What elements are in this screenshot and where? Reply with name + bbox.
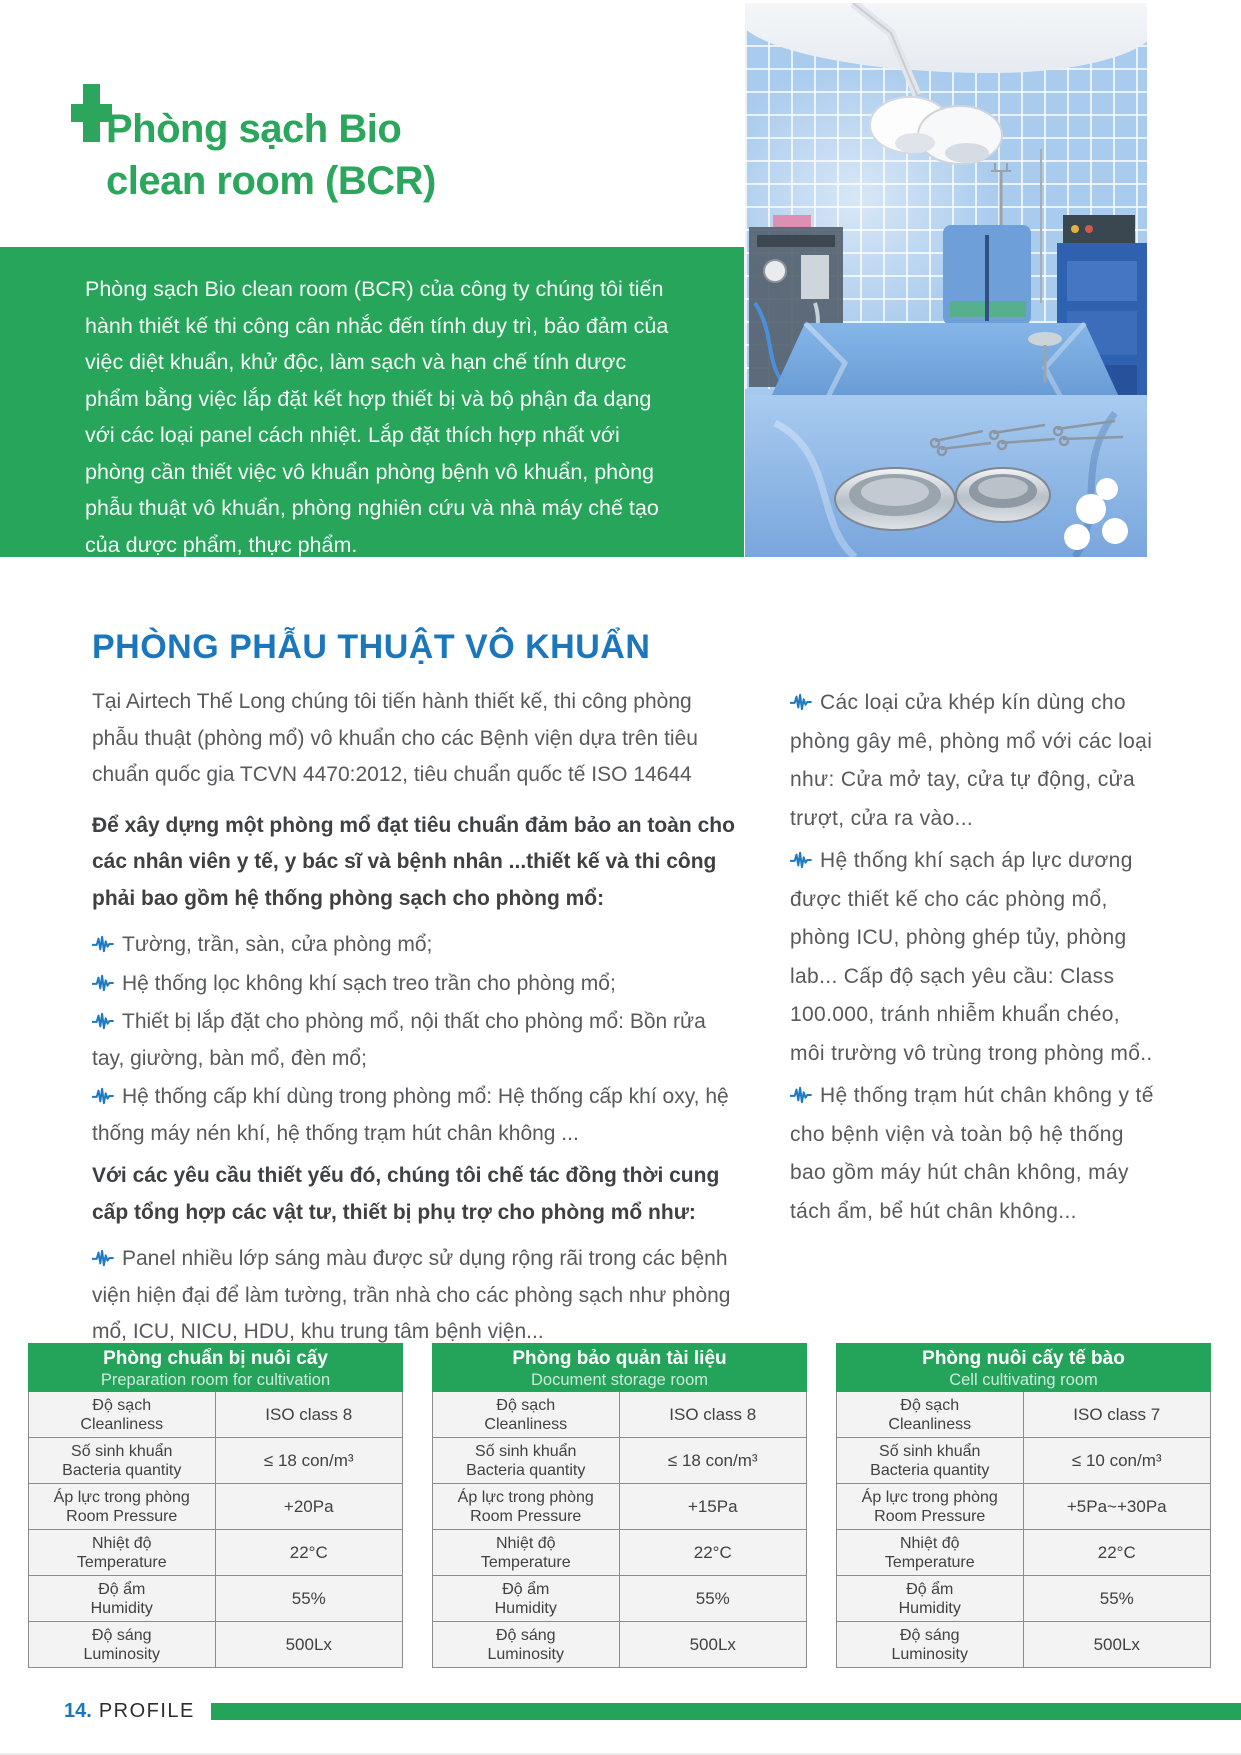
table-title-en: Cell cultivating room	[949, 1371, 1098, 1389]
table-title-en: Document storage room	[531, 1371, 708, 1389]
row-value: ≤ 18 con/m³	[667, 1450, 758, 1470]
pulse-icon	[790, 1086, 812, 1104]
paragraph: Tại Airtech Thế Long chúng tôi tiến hành thiết kế, thi công phòng phẫu thuật (phòng mổ) vô khuẩn cho các Bệnh viện dựa trên tiêu chuẩn quốc gia TCVN 4470:2012, tiêu chuẩn quốc tế ISO 14644	[92, 690, 698, 786]
table-row	[29, 1437, 402, 1483]
table-body	[836, 1392, 1211, 1668]
row-label-en: Cleanliness	[888, 1415, 972, 1433]
row-label-vi: Độ sạch	[900, 1396, 960, 1414]
row-value: ISO class 7	[1073, 1404, 1161, 1424]
intro-box	[0, 247, 744, 557]
row-label-vi: Độ sạch	[496, 1396, 556, 1414]
bullet-item	[92, 1004, 740, 1077]
row-label-vi: Áp lực trong phòng	[861, 1488, 998, 1506]
pulse-icon	[92, 974, 114, 992]
row-label-en: Cleanliness	[80, 1415, 164, 1433]
paragraph-bold: Để xây dựng một phòng mổ đạt tiêu chuẩn đảm bảo an toàn cho các nhân viên y tế, y bác sĩ và bệnh nhân ...thiết kế và thi công phải bao gồm hệ thống phòng sạch cho phòng mổ:	[92, 813, 735, 910]
row-label-en: Bacteria quantity	[870, 1461, 990, 1479]
operating-room-photo	[745, 3, 1147, 557]
table-header	[836, 1343, 1211, 1392]
table-cell-cultivating-room	[836, 1343, 1211, 1668]
page-title-line2: clean room (BCR)	[106, 159, 436, 203]
intro-text: Phòng sạch Bio clean room (BCR) của công ty chúng tôi tiến hành thiết kế thi công cân nhắc đến tính duy trì, bảo đảm của việc diệt khuẩn, khử độc, làm sạch và hạn chế tính dược phẩm bằng việc lắp đặt kết hợp thiết bị và bộ phận đa dạng với các loại panel cách nhiệt. Lắp đặt thích hợp nhất với phòng cần thiết việc vô khuẩn phòng bệnh vô khuẩn, phòng phẫu thuật vô khuẩn, phòng nghiên cứu và nhà máy chế tạo của dược phẩm, thực phẩm.	[85, 277, 669, 557]
row-label-en: Room Pressure	[470, 1507, 582, 1525]
row-label-en: Room Pressure	[874, 1507, 986, 1525]
table-row	[433, 1483, 806, 1529]
row-label-vi: Nhiệt độ	[899, 1534, 960, 1552]
row-label-vi: Số sinh khuẩn	[879, 1442, 981, 1460]
bullet-item	[92, 1241, 740, 1351]
pulse-icon	[92, 1012, 114, 1030]
row-label-vi: Số sinh khuẩn	[71, 1442, 173, 1460]
pulse-icon	[92, 935, 114, 953]
bullet-item	[92, 1079, 740, 1152]
row-label-en: Temperature	[480, 1553, 571, 1571]
row-label-vi: Độ sạch	[92, 1396, 152, 1414]
bullet-item	[92, 966, 740, 1003]
row-value: 22°C	[289, 1542, 328, 1562]
section-heading: PHÒNG PHẪU THUẬT VÔ KHUẨN	[92, 628, 651, 666]
table-row	[837, 1575, 1210, 1621]
row-value: 500Lx	[285, 1634, 332, 1654]
row-label-vi: Độ ẩm	[502, 1580, 550, 1598]
row-label-en: Humidity	[898, 1599, 961, 1617]
row-value: 55%	[695, 1588, 730, 1608]
table-row	[433, 1621, 806, 1667]
table-header	[28, 1343, 403, 1392]
row-value: ≤ 18 con/m³	[263, 1450, 354, 1470]
row-label-en: Humidity	[90, 1599, 153, 1617]
bullet-text: Tường, trần, sàn, cửa phòng mổ;	[122, 933, 433, 956]
row-value: +20Pa	[283, 1496, 334, 1516]
pulse-icon	[790, 693, 812, 711]
row-value: ISO class 8	[669, 1404, 757, 1424]
table-preparation-room	[28, 1343, 403, 1668]
table-row	[29, 1483, 402, 1529]
pulse-icon	[790, 851, 812, 869]
clean-room-tables	[28, 1343, 1211, 1668]
table-row	[837, 1437, 1210, 1483]
table-title-vi: Phòng bảo quản tài liệu	[512, 1348, 727, 1369]
right-column	[790, 684, 1154, 1353]
bullet-text: Thiết bị lắp đặt cho phòng mổ, nội thất cho phòng mổ: Bồn rửa tay, giường, bàn mổ, đèn mổ;	[92, 1010, 706, 1070]
row-label-en: Cleanliness	[484, 1415, 568, 1433]
row-label-vi: Độ sáng	[899, 1626, 960, 1644]
row-value: 55%	[291, 1588, 326, 1608]
row-label-en: Temperature	[76, 1553, 167, 1571]
row-label-vi: Số sinh khuẩn	[475, 1442, 577, 1460]
row-label-vi: Áp lực trong phòng	[457, 1488, 594, 1506]
bullet-text: Hệ thống lọc không khí sạch treo trần cho phòng mổ;	[122, 971, 616, 995]
table-row	[837, 1483, 1210, 1529]
row-label-vi: Độ ẩm	[98, 1580, 146, 1598]
table-row	[433, 1392, 806, 1437]
bullet-item	[790, 684, 1154, 838]
row-label-en: Bacteria quantity	[62, 1461, 182, 1479]
row-value: 500Lx	[689, 1634, 736, 1654]
table-body	[28, 1392, 403, 1668]
table-row	[433, 1575, 806, 1621]
bullet-text: Các loại cửa khép kín dùng cho phòng gây mê, phòng mổ với các loại như: Cửa mở tay, cửa tự động, cửa trượt, cửa ra vào...	[790, 691, 1153, 830]
paragraph-bold: Với các yêu cầu thiết yếu đó, chúng tôi chế tác đồng thời cung cấp tổng hợp các vật tư, thiết bị phụ trợ cho phòng mổ như:	[92, 1164, 720, 1224]
bullet-text: Hệ thống khí sạch áp lực dương được thiết kế cho các phòng mổ, phòng ICU, phòng ghép tủy, phòng lab... Cấp độ sạch yêu cầu: Class 100.000, tránh nhiễm khuẩn chéo, môi trường vô trùng trong phòng mổ..	[790, 849, 1153, 1065]
bullet-item	[92, 927, 740, 964]
row-value: ≤ 10 con/m³	[1071, 1450, 1162, 1470]
page-title	[106, 103, 436, 207]
surgical-lamp-icon	[853, 3, 1002, 164]
footer-bar	[211, 1703, 1241, 1720]
bullet-text: Hệ thống cấp khí dùng trong phòng mổ: Hệ thống cấp khí oxy, hệ thống máy nén khí, hệ thống trạm hút chân không ...	[92, 1085, 729, 1145]
row-label-vi: Áp lực trong phòng	[53, 1488, 190, 1506]
operating-room-scene	[745, 3, 1147, 557]
table-header	[432, 1343, 807, 1392]
bullet-text: Panel nhiều lớp sáng màu được sử dụng rộng rãi trong các bệnh viện hiện đại để làm tường, trần nhà cho các phòng sạch như phòng mổ, ICU, NICU, HDU, khu trung tâm bệnh viện...	[92, 1247, 731, 1343]
row-label-vi: Độ sáng	[495, 1626, 556, 1644]
table-row	[29, 1621, 402, 1667]
row-label-en: Room Pressure	[66, 1507, 178, 1525]
row-value: 22°C	[693, 1542, 732, 1562]
table-row	[29, 1529, 402, 1575]
row-label-en: Bacteria quantity	[466, 1461, 586, 1479]
row-label-vi: Nhiệt độ	[495, 1534, 556, 1552]
row-label-vi: Độ sáng	[91, 1626, 152, 1644]
row-value: +5Pa~+30Pa	[1066, 1496, 1167, 1516]
table-row	[837, 1621, 1210, 1667]
columns	[92, 684, 1164, 1353]
page-number: 14.	[64, 1700, 92, 1722]
table-row	[837, 1529, 1210, 1575]
row-value: 500Lx	[1093, 1634, 1140, 1654]
table-row	[433, 1437, 806, 1483]
row-value: 55%	[1099, 1588, 1134, 1608]
row-value: ISO class 8	[265, 1404, 353, 1424]
table-row	[29, 1392, 402, 1437]
table-row	[29, 1575, 402, 1621]
row-label-vi: Độ ẩm	[906, 1580, 954, 1598]
bullet-item	[790, 1077, 1154, 1231]
footer-label: PROFILE	[98, 1700, 195, 1722]
row-label-en: Luminosity	[891, 1645, 968, 1663]
table-body	[432, 1392, 807, 1668]
bullet-item	[790, 842, 1154, 1073]
left-column	[92, 684, 740, 1353]
row-label-en: Temperature	[884, 1553, 975, 1571]
table-row	[433, 1529, 806, 1575]
row-label-vi: Nhiệt độ	[91, 1534, 152, 1552]
row-label-en: Humidity	[494, 1599, 557, 1617]
table-title-en: Preparation room for cultivation	[100, 1371, 331, 1389]
table-title-vi: Phòng nuôi cấy tế bào	[922, 1348, 1125, 1369]
row-label-en: Luminosity	[83, 1645, 160, 1663]
table-row	[837, 1392, 1210, 1437]
footer	[64, 1700, 1241, 1723]
row-value: +15Pa	[687, 1496, 738, 1516]
pulse-icon	[92, 1087, 114, 1105]
bullet-text: Hệ thống trạm hút chân không y tế cho bệnh viện và toàn bộ hệ thống bao gồm máy hút chân không, máy tách ẩm, bể hút chân không...	[790, 1084, 1154, 1223]
pulse-icon	[92, 1249, 114, 1267]
table-document-storage-room	[432, 1343, 807, 1668]
row-value: 22°C	[1097, 1542, 1136, 1562]
table-title-vi: Phòng chuẩn bị nuôi cấy	[103, 1348, 328, 1369]
row-label-en: Luminosity	[487, 1645, 564, 1663]
page-title-line1: Phòng sạch Bio	[106, 107, 402, 151]
